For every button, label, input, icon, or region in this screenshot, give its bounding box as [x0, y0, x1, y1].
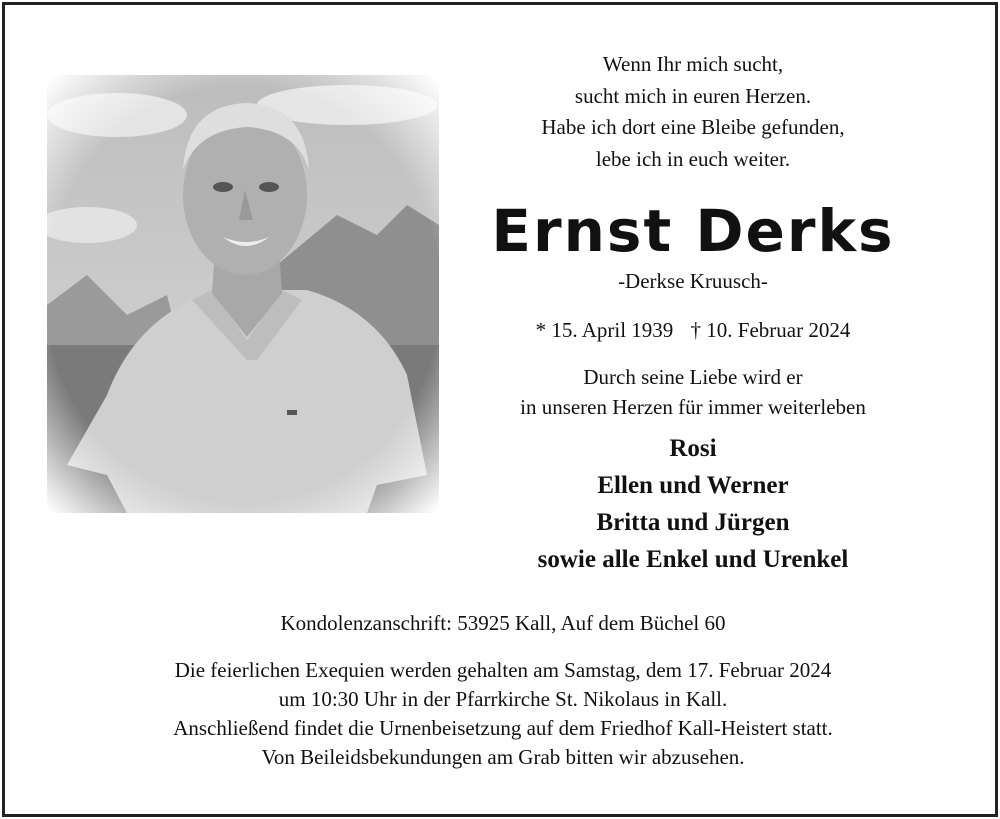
family-member: sowie alle Enkel und Urenkel [537, 546, 849, 573]
portrait-photo [47, 75, 439, 513]
deceased-name: Ernst Derks [491, 197, 895, 265]
memorial-line: in unseren Herzen für immer weiterleben [520, 395, 866, 419]
service-info [5, 656, 1000, 772]
service-line: Die feierlichen Exequien werden gehalten am Samstag, dem 17. Februar 2024 [174, 658, 832, 682]
service-line: Von Beileidsbekundungen am Grab bitten wir abzusehen. [261, 745, 745, 769]
obituary-card [2, 2, 998, 817]
nickname: -Derkse Kruusch- [618, 269, 768, 293]
condolence-address: Kondolenzanschrift: 53925 Kall, Auf dem Büchel 60 [280, 611, 726, 635]
death-date: † 10. Februar 2024 [690, 318, 851, 342]
poem-line: Wenn Ihr mich sucht, [602, 52, 784, 76]
birth-date: * 15. April 1939 [535, 318, 674, 342]
poem-line: Habe ich dort eine Bleibe gefunden, [541, 115, 845, 139]
life-dates [475, 315, 911, 345]
poem-line: lebe ich in euch weiter. [595, 146, 791, 171]
family-member: Britta und Jürgen [596, 509, 790, 536]
family-member: Rosi [669, 435, 717, 462]
poem [475, 49, 911, 175]
poem-line: sucht mich in euren Herzen. [574, 83, 812, 108]
family-list [475, 430, 911, 578]
memorial-line: Durch seine Liebe wird er [583, 365, 803, 389]
memorial-text [475, 362, 911, 422]
service-line: Anschließend findet die Urnenbeisetzung auf dem Friedhof Kall-Heistert statt. [173, 716, 833, 740]
service-line: um 10:30 Uhr in der Pfarrkirche St. Nikolaus in Kall. [278, 687, 728, 711]
family-member: Ellen und Werner [597, 472, 789, 499]
